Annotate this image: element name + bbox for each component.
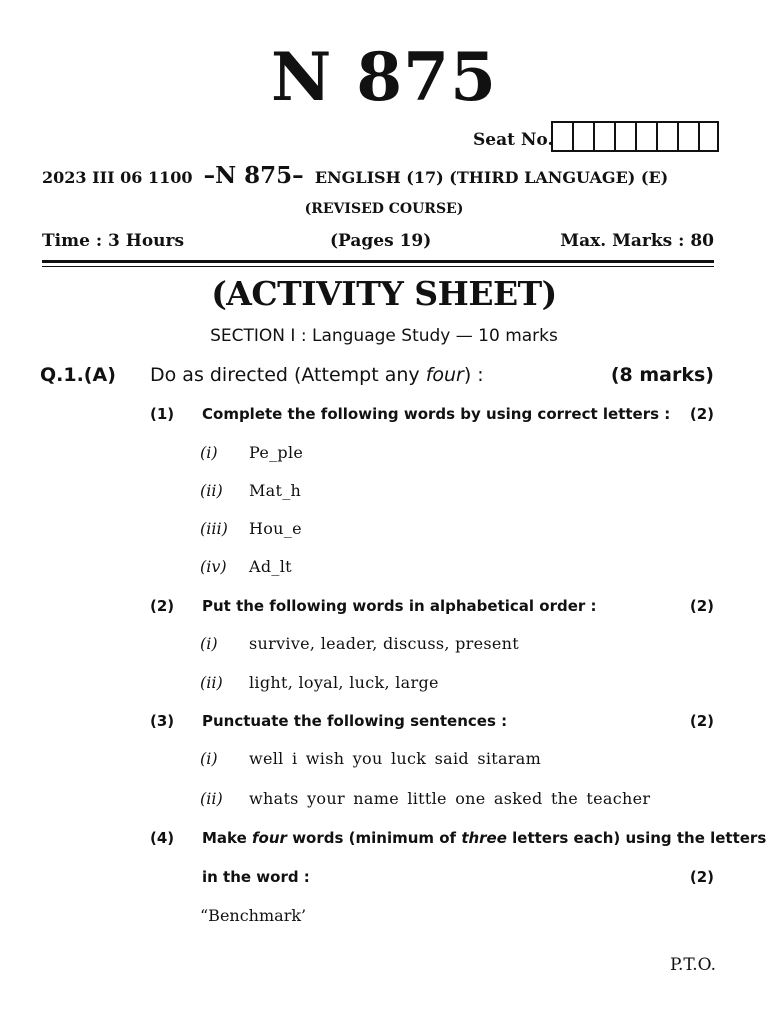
subquestion-text xyxy=(202,829,766,847)
time-label: Time : 3 Hours xyxy=(42,231,185,251)
item-number: (ii) xyxy=(200,481,223,500)
paper-code-heading: N 875 xyxy=(270,38,498,116)
subquestion-marks: (2) xyxy=(689,405,714,423)
item-text: Ad_lt xyxy=(249,557,292,576)
given-word: “Benchmark’ xyxy=(200,906,307,925)
subquestion-text-part: letters each) using the letters xyxy=(512,829,767,847)
subquestion-text-line2: in the word : xyxy=(202,868,310,886)
pages-label: (Pages 19) xyxy=(330,231,432,251)
subquestion-number: (4) xyxy=(150,829,175,847)
subquestion-text-emphasis: four xyxy=(252,829,287,847)
question-marks: (8 marks) xyxy=(610,364,714,386)
seat-box xyxy=(593,121,614,152)
subquestion-number: (3) xyxy=(150,712,175,730)
subquestion-marks: (2) xyxy=(689,712,714,730)
seat-box xyxy=(551,121,572,152)
item-number: (ii) xyxy=(200,673,223,692)
section-heading: SECTION I : Language Study — 10 marks xyxy=(210,326,558,346)
subquestion-text-part: words (minimum of xyxy=(292,829,457,847)
seat-box xyxy=(656,121,677,152)
item-text: survive, leader, discuss, present xyxy=(249,634,520,653)
course-label: (REVISED COURSE) xyxy=(304,201,464,217)
pto-label: P.T.O. xyxy=(670,955,716,975)
seat-box xyxy=(698,121,719,152)
subquestion-text-emphasis: three xyxy=(461,829,507,847)
seat-box xyxy=(677,121,698,152)
exam-code-line xyxy=(42,162,668,189)
item-number: (iii) xyxy=(200,519,228,538)
item-text: Pe_ple xyxy=(249,443,304,462)
item-text: well i wish you luck said sitaram xyxy=(249,749,542,768)
item-number: (i) xyxy=(200,749,218,768)
item-text: light, loyal, luck, large xyxy=(249,673,439,692)
instruction-end: ) : xyxy=(463,364,484,386)
subquestion-text: Complete the following words by using correct letters : xyxy=(202,405,671,423)
max-marks-label: Max. Marks : 80 xyxy=(560,231,714,251)
sheet-title: (ACTIVITY SHEET) xyxy=(211,274,557,313)
header-divider-thin xyxy=(42,266,714,267)
item-number: (i) xyxy=(200,443,218,462)
seat-box xyxy=(635,121,656,152)
item-text: Hou_e xyxy=(249,519,302,538)
item-text: Mat_h xyxy=(249,481,302,500)
subquestion-text: Punctuate the following sentences : xyxy=(202,712,508,730)
question-number: Q.1.(A) xyxy=(40,364,116,386)
subquestion-number: (2) xyxy=(150,597,175,615)
item-number: (iv) xyxy=(200,557,227,576)
subquestion-marks: (2) xyxy=(689,597,714,615)
seat-box xyxy=(614,121,635,152)
seat-number-label: Seat No. xyxy=(473,130,554,150)
header-divider xyxy=(42,260,714,263)
subquestion-text: Put the following words in alphabetical order : xyxy=(202,597,597,615)
exam-code: 2023 III 06 1100 xyxy=(42,168,193,187)
subquestion-marks: (2) xyxy=(689,868,714,886)
seat-box xyxy=(572,121,593,152)
item-number: (i) xyxy=(200,634,218,653)
paper-code-inline: –N 875– xyxy=(203,162,304,189)
subject: ENGLISH (17) (THIRD LANGUAGE) (E) xyxy=(314,168,669,187)
subquestion-text-part: Make xyxy=(202,829,247,847)
instruction-text: Do as directed (Attempt any xyxy=(150,364,420,386)
item-number: (ii) xyxy=(200,789,223,808)
instruction-emphasis: four xyxy=(425,364,464,386)
seat-number-boxes xyxy=(551,121,719,152)
question-instruction xyxy=(150,364,484,386)
subquestion-number: (1) xyxy=(150,405,175,423)
item-text: whats your name little one asked the teacher xyxy=(249,789,651,808)
